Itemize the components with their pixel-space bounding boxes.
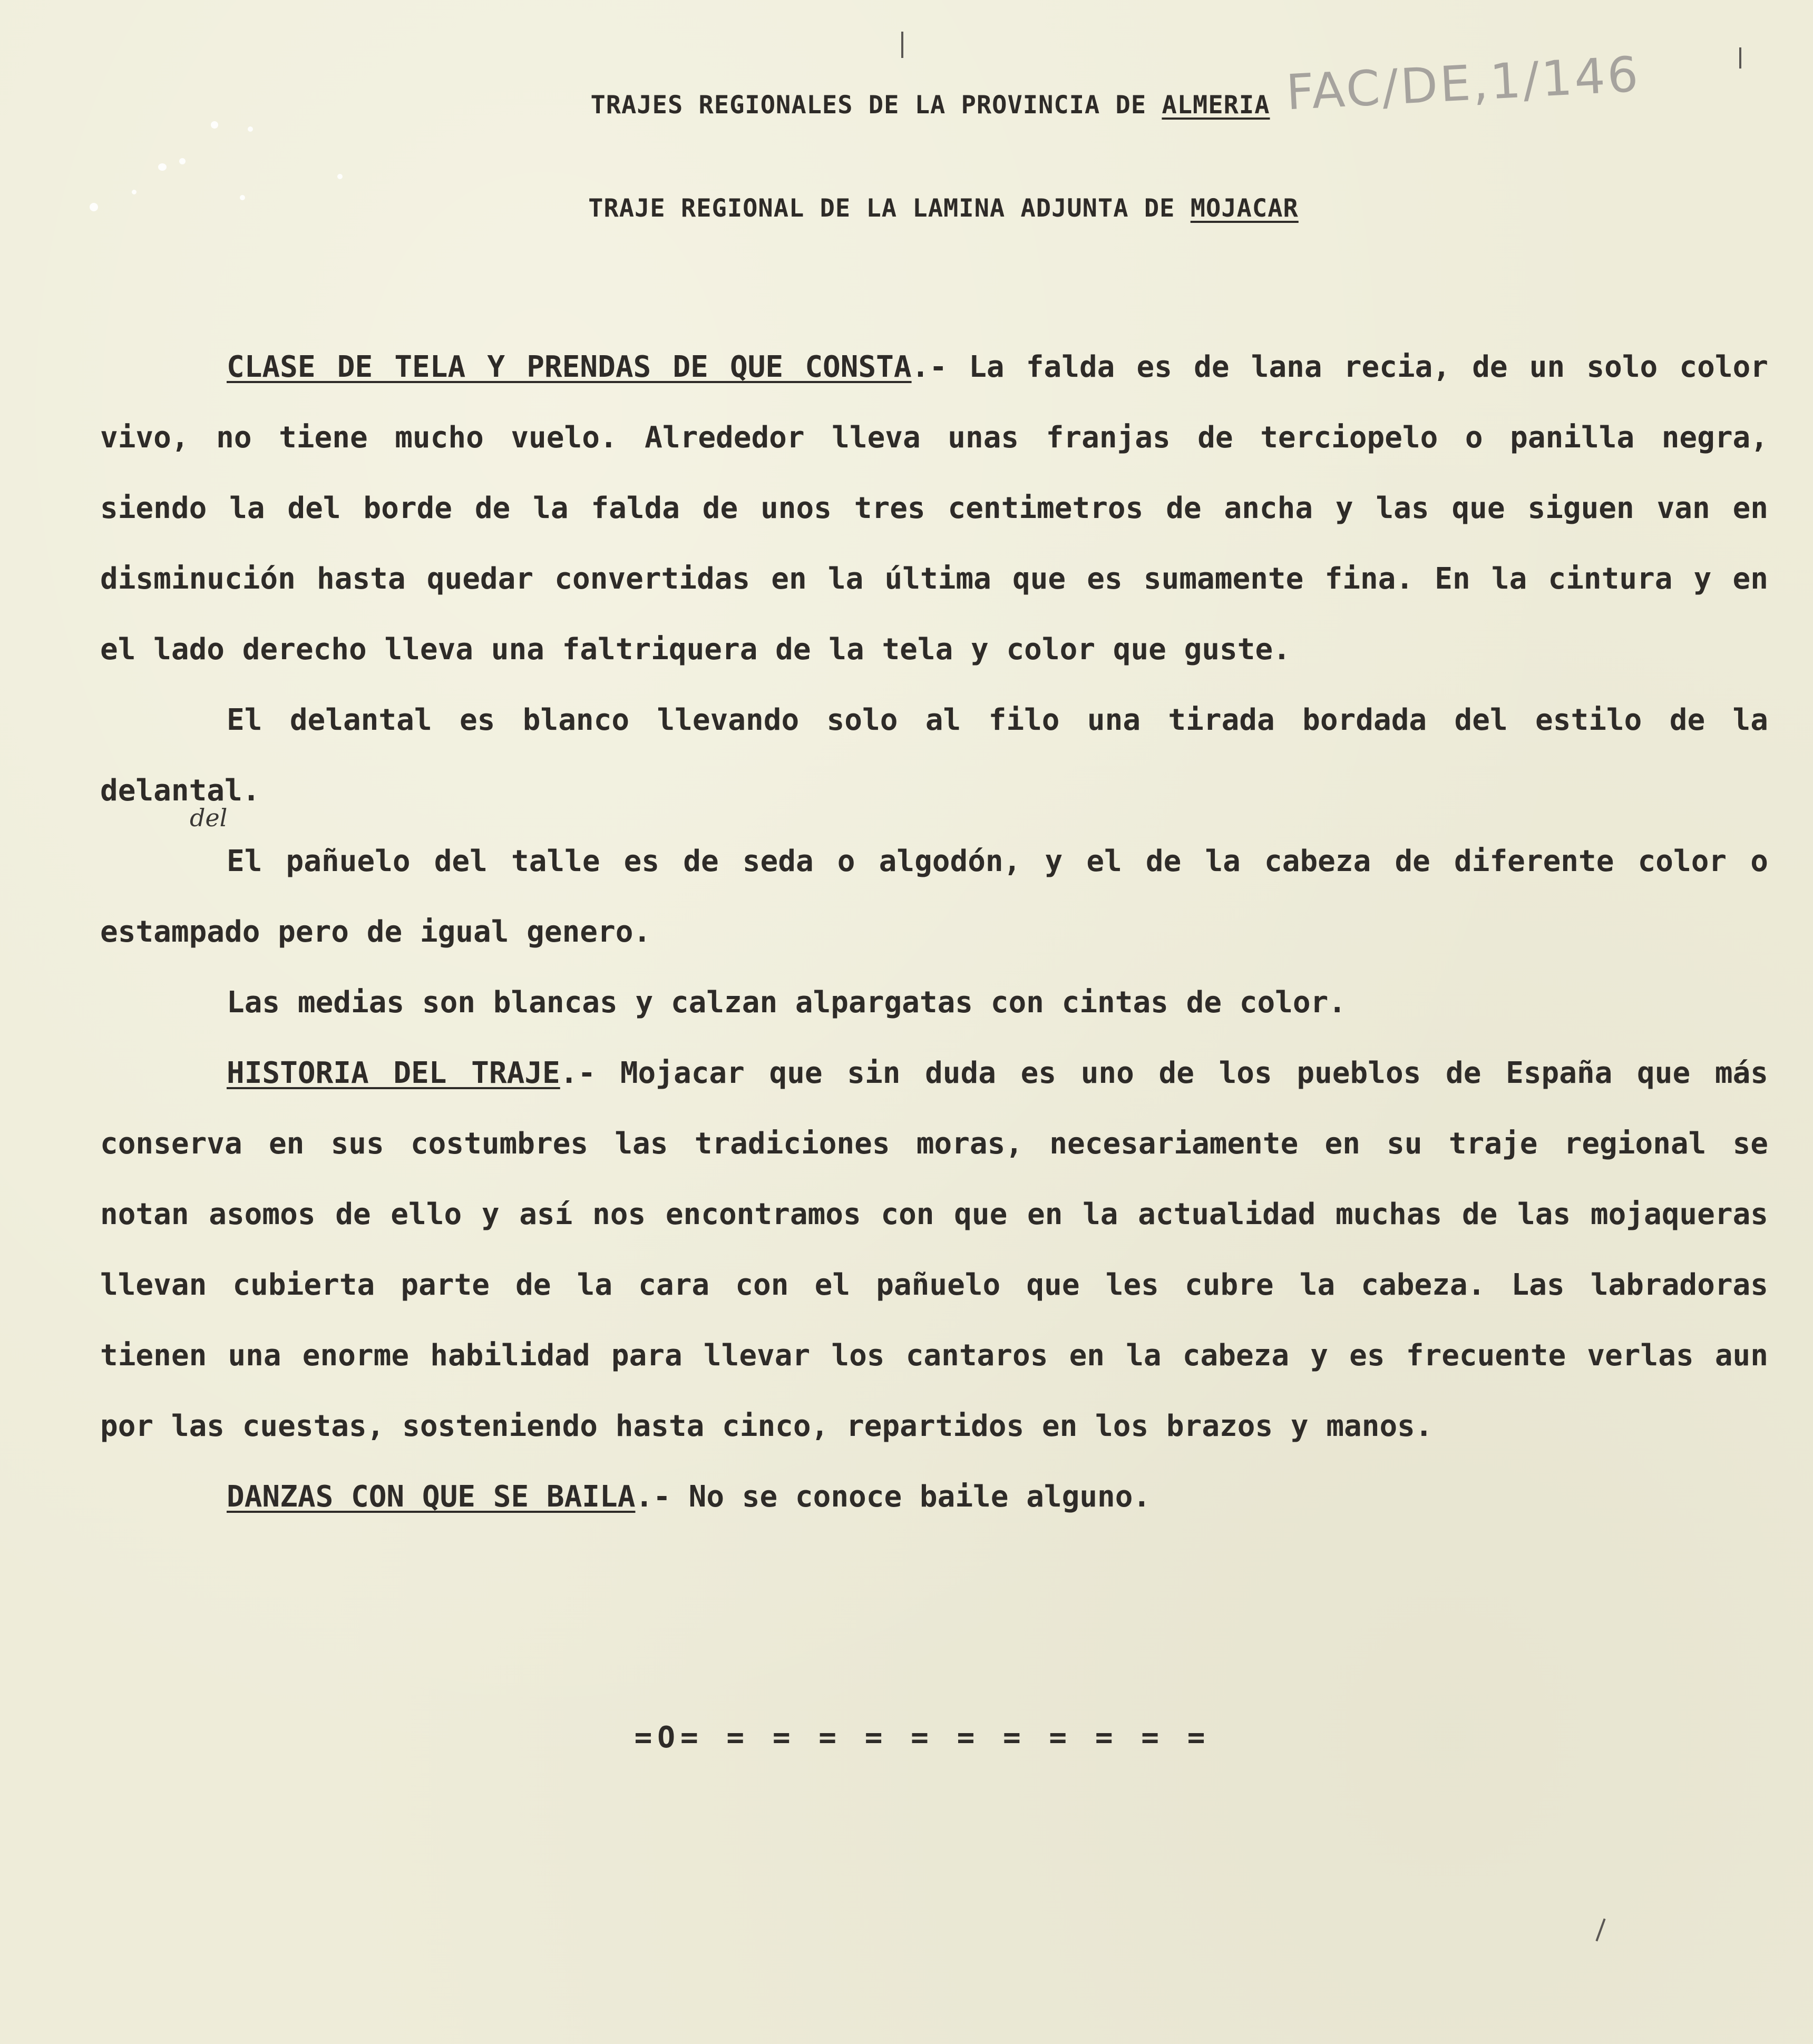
- title-main: TRAJES REGIONALES DE LA PROVINCIA DE: [590, 91, 1147, 120]
- heading-clase: CLASE DE TELA Y PRENDAS DE QUE CONSTA: [227, 350, 912, 384]
- title-place: ALMERIA: [1162, 91, 1270, 120]
- heading-clase-sep: .-: [911, 350, 948, 384]
- paragraph-historia: [100, 1038, 1768, 1462]
- subtitle-main: TRAJE REGIONAL DE LA LAMINA ADJUNTA DE: [588, 194, 1175, 223]
- paragraph-medias: [100, 967, 1768, 1038]
- document-body: [100, 332, 1768, 1532]
- paper-speck: [132, 190, 137, 194]
- end-mark: =O= = = = = = = = = = = =: [634, 1720, 1211, 1755]
- heading-danzas-sep: .-: [635, 1480, 671, 1514]
- paper-mark-right: [1739, 47, 1741, 69]
- heading-historia: HISTORIA DEL TRAJE: [227, 1056, 560, 1090]
- paper-speck: [179, 158, 186, 164]
- text-delantal-a: El delantal es blanco llevando solo al filo una tirada bordada del estilo de la: [227, 703, 1768, 737]
- paper-speck: [211, 121, 218, 129]
- paragraph-delantal: [100, 685, 1768, 826]
- paper-speck: [158, 163, 167, 171]
- text-clase: La falda es de lana recia, de un solo color vivo, no tiene mucho vuelo. Alrededor lleva unas franjas de terciopelo o panilla negra, siendo la del borde de la falda de unos tres centimetros de ancha y las que siguen van en disminución hasta quedar convertidas en la última que es sumamente fina. En la cintura y en el lado derecho lleva una faltriquera de la tela y color que guste.: [100, 350, 1769, 667]
- text-historia: Mojacar que sin duda es uno de los pueblos de España que más conserva en sus costumbres las tradiciones moras, necesariamente en su traje regional se notan asomos de ello y así nos encontramos con que en la actualidad muchas de las mojaqueras llevan cubierta parte de la cara con el pañuelo que les cubre la cabeza. Las labradoras tienen una enorme habilidad para llevar los cantaros en la cabeza y es frecuente verlas aun por las cuestas, sosteniendo hasta cinco, repartidos en los brazos y manos.: [100, 1056, 1768, 1443]
- paper-speck: [337, 174, 343, 179]
- subtitle-place: MOJACAR: [1190, 194, 1299, 223]
- text-panuelo: El pañuelo del talle es de seda o algodón, y el de la cabeza de diferente color o estampado pero de igual genero.: [100, 844, 1768, 949]
- text-danzas: No se conoce baile alguno.: [670, 1480, 1151, 1514]
- paragraph-danzas: [100, 1462, 1768, 1532]
- document-subtitle: [0, 194, 1813, 223]
- heading-historia-sep: .-: [560, 1056, 596, 1090]
- paper-mark-top: [901, 32, 903, 58]
- heading-danzas: DANZAS CON QUE SE BAILA: [227, 1480, 636, 1514]
- text-delantal-b: delantal.: [100, 774, 260, 808]
- document-title: [0, 91, 1813, 120]
- paper-speck: [90, 203, 98, 211]
- handwritten-insert: del: [190, 804, 228, 832]
- paragraph-clase: [100, 332, 1768, 685]
- archive-reference-number: FAC/DE,1/146: [1284, 46, 1642, 121]
- paper-mark-bottom: [1595, 1919, 1605, 1942]
- paper-speck: [240, 195, 245, 200]
- paper-speck: [248, 126, 253, 132]
- text-medias: Las medias son blancas y calzan alpargatas con cintas de color.: [227, 985, 1347, 1020]
- paragraph-panuelo: [100, 826, 1768, 967]
